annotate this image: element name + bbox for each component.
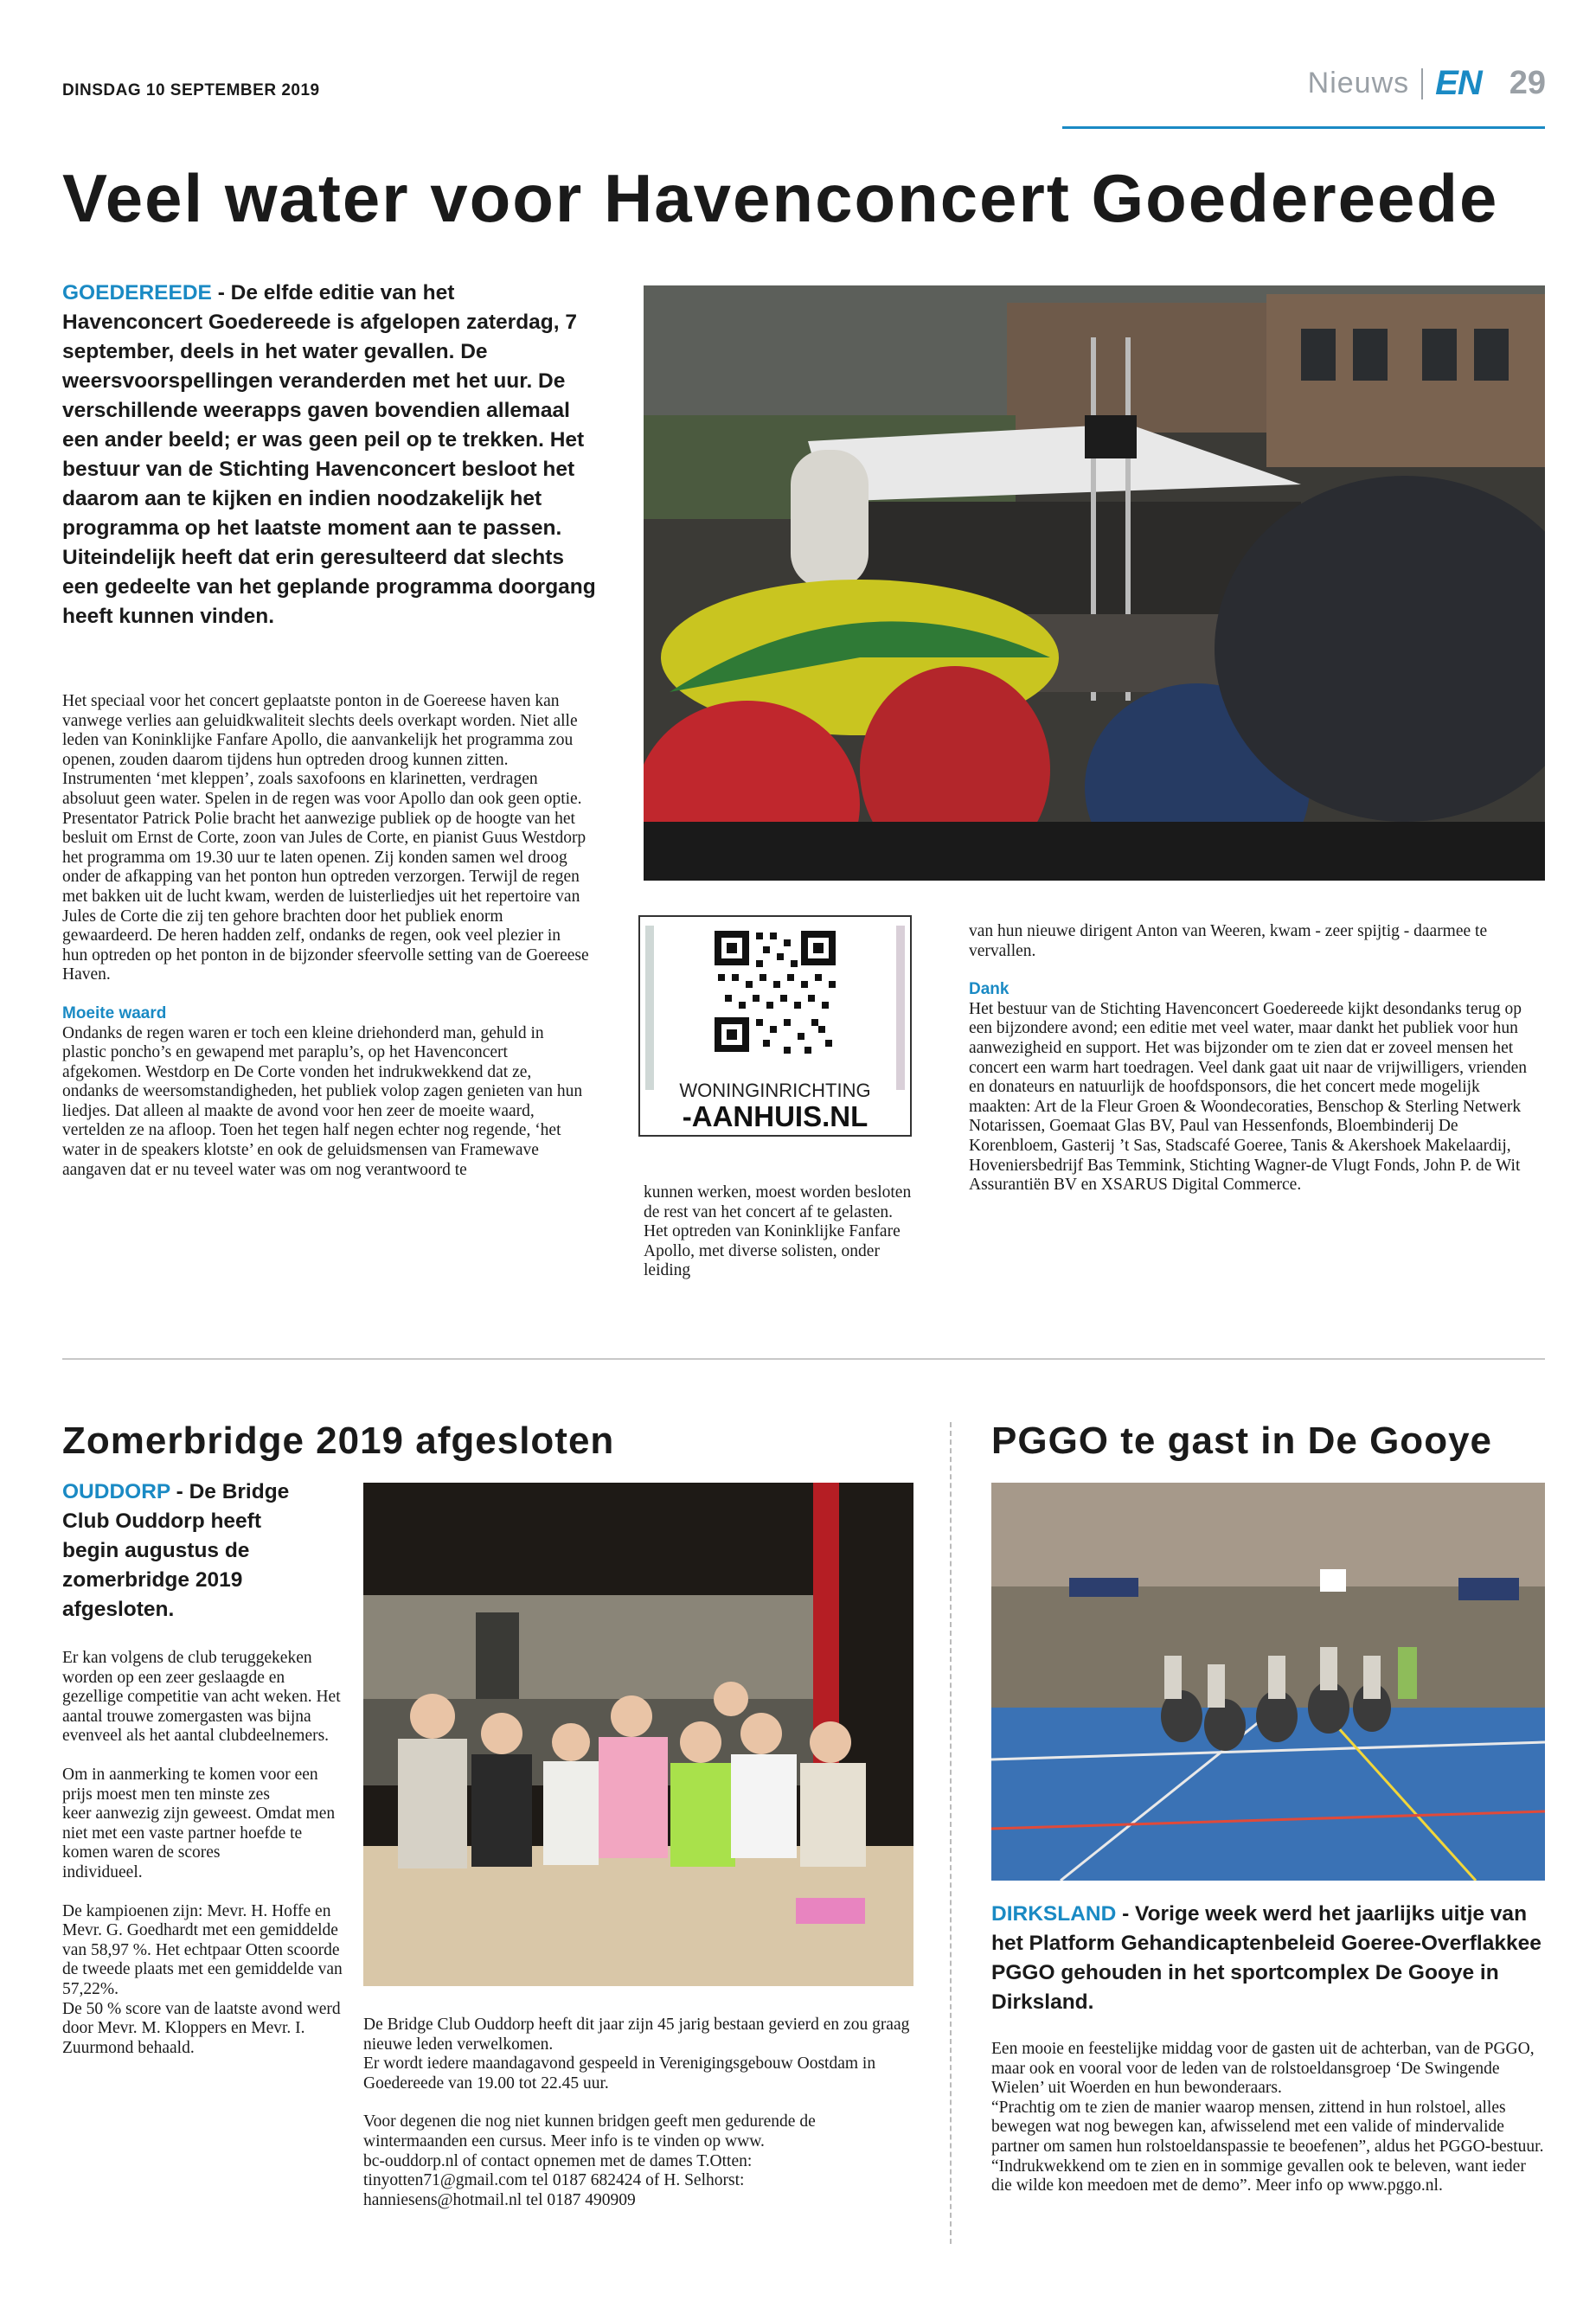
issue-date: DINSDAG 10 SEPTEMBER 2019 — [62, 81, 320, 99]
bridge-club-photo — [363, 1483, 913, 1986]
wheelchair-dance-illustration — [991, 1483, 1545, 1881]
lead-text: - De elfde editie van het Havenconcert Goedereede is afgelopen zaterdag, 7 september, deels in het water gevallen. De weersvoorspellingen veranderden met het uur. De verschillende weerapps gaven bovendien allemaal een ander beeld; er was geen peil op te trekken. Het bestuur van de Stichting Havenconcert besloot het daarom aan te kijken en indien noodzakelijk het programma op het laatste moment aan te passen. Uiteindelijk heeft dat erin geresulteerd dat slechts een gedeelte van het geplande programma doorgang heeft kunnen vinden. — [62, 281, 596, 628]
article-lead — [62, 1477, 322, 1625]
article-headline: PGGO te gast in De Gooye — [991, 1420, 1493, 1462]
advertisement[interactable] — [638, 915, 912, 1137]
paragraph: Voor degenen die nog niet kunnen bridgen geeft men gedurende de wintermaanden een cursus. Meer info is te vinden op www. — [363, 2112, 816, 2150]
section-label: Nieuws — [1307, 67, 1410, 99]
article-body-col2 — [363, 2016, 917, 2210]
lead-text: - De Bridge Club Ouddorp heeft begin augustus de zomerbridge 2019 afgesloten. — [62, 1480, 290, 1621]
paragraph: Om in aanmerking te komen voor een prijs moest men ten minste zes — [62, 1765, 318, 1804]
ad-line-1: WONINGINRICHTING — [679, 1080, 871, 1101]
article-body-col1 — [62, 1649, 348, 2058]
paragraph: De Bridge Club Ouddorp heeft dit jaar zijn 45 jarig bestaan gevierd en zou graag nieuwe leden verwelkomen. — [363, 2016, 910, 2054]
concert-photo — [644, 285, 1545, 881]
group-illustration — [363, 1483, 913, 1986]
sports-hall-photo — [991, 1483, 1545, 1881]
paragraph: van hun nieuwe dirigent Anton van Weeren, kwam - zeer spijtig - daarmee te vervallen. — [969, 922, 1488, 960]
paragraph: keer aanwezig zijn geweest. Omdat men niet met een vaste partner hoefde te komen waren de scores — [62, 1804, 336, 1862]
article-body — [991, 2040, 1545, 2196]
newspaper-logo: EN — [1435, 64, 1482, 102]
paragraph: Ondanks de regen waren er toch een kleine driehonderd man, gehuld in plastic poncho’s en gewapend met paraplu’s, op het Havenconcert afgekomen. Westdorp en De Corte vonden het indrukwekkend dat ze, ondanks de weersomstandigheden, het publiek volop zagen genieten van hun liedjes. Dat alleen al maakte de avond voor hen zeer de moeite waard, vertelden ze na afloop. Toen het tegen half negen echter nog regende, ‘het water in de speakers klotste’ en ook de geluidsmensen van Framewave aangaven dat er nu teveel water was om nog verantwoord te — [62, 1023, 583, 1179]
paragraph: tinyotten71@gmail.com tel 0187 682424 of H. Selhorst: — [363, 2171, 745, 2190]
article-body-col2 — [644, 1183, 912, 1281]
paragraph: “Prachtig om te zien de manier waarop mensen, zittend in hun rolstoel, alles bewegen wat nog bewegen kan, afwisselend met een valide of mindervalide partner om samen hun rolstoeldanspassie te beoefenen”, aldus het PGGO-bestuur. “Indrukwekkend om te zien en in sommige gevallen ook te beleven, want ieder die wilde kon meedoen met de demo”. Meer info op www.pggo.nl. — [991, 2098, 1544, 2195]
paragraph: Het bestuur van de Stichting Havenconcert Goedereede kijkt desondanks terug op een bijzondere avond; een editie met veel water, maar dankt het publiek voor hun aanwezigheid en support. Het was bijzonder om te zien dat er zoveel mensen het concert een warm hart toedragen. Veel dank gaat uit naar de vrijwilligers, vrienden en donateurs en natuurlijk de hoofdsponsors, die het concert mede mogelijk maakten: Art de la Fleur Groen & Woondecoraties, Benschop & Sterling Netwerk Notarissen, Goemaat Glas BV, Paul van Hessenfonds, Bloembinderij De Korenbloem, Gasterij ’t Sas, Stadscafé Goeree, Tanis & Akershoek Makelaardij, Hoveniersbedrijf Bas Temmink, Stichting Wagner-de Vlugt Fonds, John P. de Wit Assurantiën BV en XSARUS Digital Commerce. — [969, 999, 1528, 1195]
lead-text: - Vorige week werd het jaarlijks uitje van het Platform Gehandicaptenbeleid Goeree-Overflakkee PGGO gehouden in het sportcomplex De Gooye in Dirksland. — [991, 1902, 1542, 2014]
paragraph: bc-ouddorp.nl of contact opnemen met de dames T.Otten: — [363, 2151, 753, 2170]
concert-illustration — [644, 285, 1545, 881]
header-rule — [1062, 126, 1545, 129]
page-number: 29 — [1509, 65, 1546, 101]
dateline: GOEDEREEDE — [62, 281, 212, 304]
paragraph: De 50 % score van de laatste avond werd door Mevr. M. Kloppers en Mevr. I. Zuurmond behaald. — [62, 1999, 341, 2057]
article-lead — [991, 1900, 1545, 2017]
subheading: Moeite waard — [62, 1003, 167, 1022]
dateline: DIRKSLAND — [991, 1902, 1117, 1926]
paragraph: Er kan volgens de club teruggekeken worden op een zeer geslaagde en gezellige competitie van acht weken. Het aantal trouwe zomergasten was bijna evenveel als het aantal clubdeelnemers. — [62, 1649, 341, 1746]
paragraph: Een mooie en feestelijke middag voor de gasten uit de achterban, van de PGGO, maar ook en vooral voor de leden van de rolstoeldansgroep ‘De Swingende Wielen’ uit Woerden en hun bewonderaars. — [991, 2040, 1535, 2098]
paragraph: hanniesens@hotmail.nl tel 0187 490909 — [363, 2190, 636, 2209]
dateline: OUDDORP — [62, 1480, 170, 1503]
article-headline: Zomerbridge 2019 afgesloten — [62, 1420, 615, 1462]
article-headline: Veel water voor Havenconcert Goedereede — [62, 160, 1499, 236]
paragraph: Het speciaal voor het concert geplaatste ponton in de Goereese haven kan vanwege verlies aan geluidkwaliteit slechts deels overkapt worden. Niet alle leden van Koninklijke Fanfare Apollo, die aanvankelijk het programma zou openen, zouden daarom tijdens hun optreden droog kunnen zitten. Instrumenten ‘met kleppen’, zoals saxofoons en klarinetten, verdragen absoluut geen water. Spelen in de regen was voor Apollo dan ook geen optie. Presentator Patrick Polie bracht het aanwezige publiek op de hoogte van het besluit om Ernst de Corte, zoon van Jules de Corte, en pianist Guus Westdorp het programma om 19.30 uur te laten openen. Zij konden samen wel droog onder de afkapping van het ponton hun optreden verzorgen. Terwijl de regen met bakken uit de lucht kwam, werden de luisterliedjes uit het repertoire van Jules de Corte die zij ten gehore brachten door het publiek enorm gewaardeerd. De heren hadden zelf, ondanks de regen, ook veel plezier in hun optreden op het ponton in de bijzonder sfeervolle setting van de Goereese Haven. — [62, 692, 589, 984]
article-body-col1 — [62, 692, 590, 1180]
subheading: Dank — [969, 980, 1010, 999]
column-divider — [950, 1422, 952, 2244]
masthead — [1308, 64, 1546, 103]
article-body-col3 — [969, 922, 1528, 1195]
paragraph: kunnen werken, moest worden besloten de rest van het concert af te gelasten. Het optreden van Koninklijke Fanfare Apollo, met diverse solisten, onder leiding — [644, 1183, 912, 1280]
paragraph: De kampioenen zijn: Mevr. H. Hoffe en Mevr. G. Goedhardt met een gemiddelde van 58,97 %. Het echtpaar Otten scoorde de tweede plaats met een gemiddelde van 57,22%. — [62, 1901, 343, 1998]
ad-line-2: -AANHUIS.NL — [682, 1100, 869, 1132]
paragraph: individueel. — [62, 1862, 143, 1881]
article-lead — [62, 279, 599, 631]
divider — [1421, 68, 1423, 99]
section-divider — [62, 1358, 1545, 1360]
paragraph: Er wordt iedere maandagavond gespeeld in Verenigingsgebouw Oostdam in Goedereede van 19.00 tot 22.45 uur. — [363, 2054, 876, 2093]
